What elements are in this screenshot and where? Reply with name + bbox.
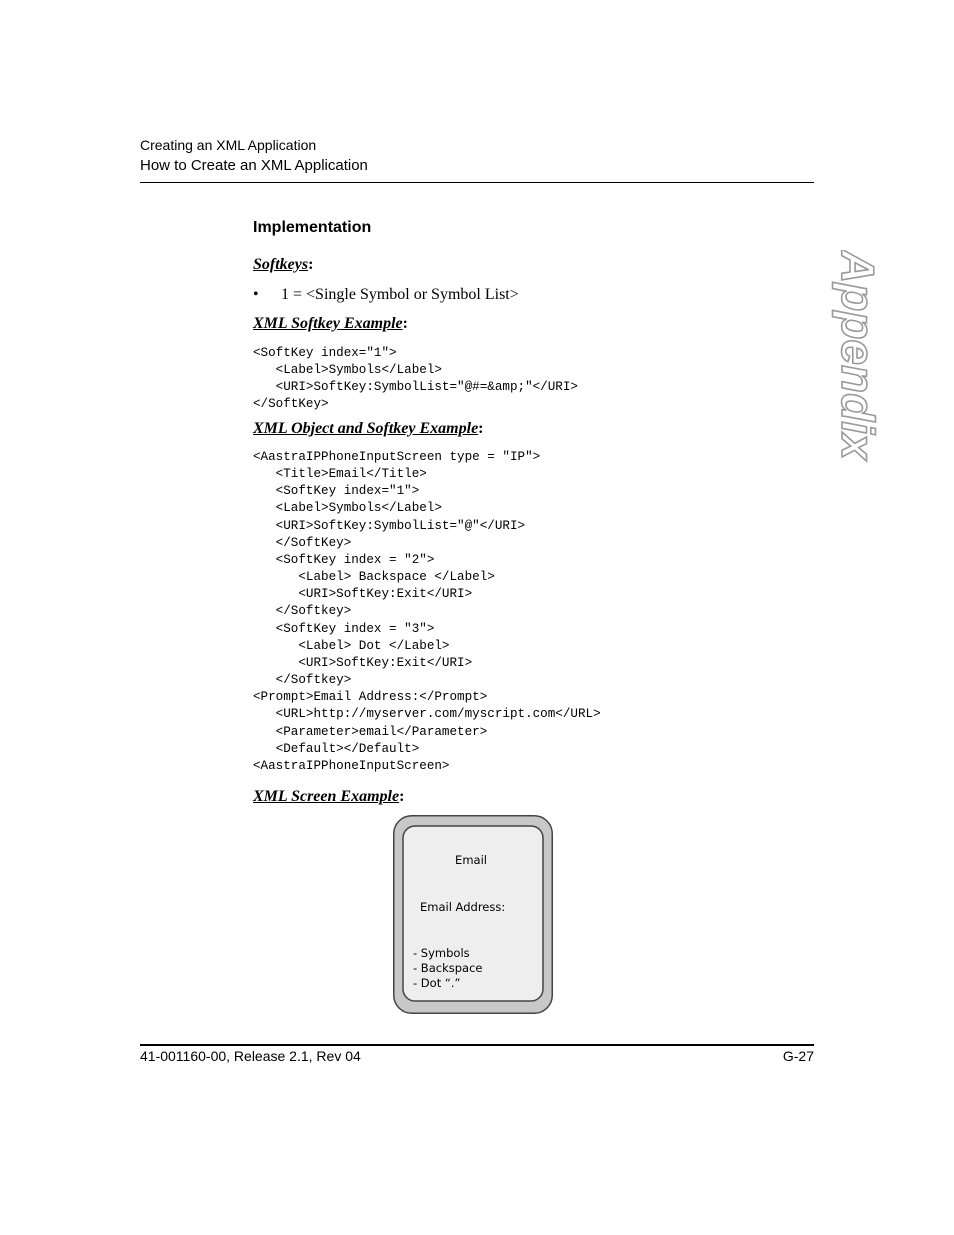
xml-object-code-block: <AastraIPPhoneInputScreen type = "IP"> <Title>Email</Title> <SoftKey index="1"> <Label>Symbols</Label> <URI>SoftKey:SymbolList="@"</URI> </SoftKey> <SoftKey index = "2"> <Label> Backspace </Label> <URI>SoftKey:Exit</URI> </Softkey> <SoftKey index = "3"> <Label> Dot </Label> <URI>SoftKey:Exit</URI> </Softkey> <Prompt>Email Address:</Prompt> <URL>http://myserver.com/myscript.com</URL> <Parameter>email</Parameter> <Default></Default> <AastraIPPhoneInputScreen> (253, 450, 601, 773)
phone-screen-illustration (393, 815, 553, 1014)
xml-softkey-code-block: <SoftKey index="1"> <Label>Symbols</Label> <URI>SoftKey:SymbolList="@#=&amp;"</URI> </SoftKey> (253, 346, 578, 412)
footer-page-number: G-27 (782, 1048, 814, 1064)
softkey-bullet-text: 1 = <Single Symbol or Symbol List> (281, 286, 519, 303)
screen-softkey-1: - Symbols (413, 946, 470, 960)
appendix-label: Appendix G (832, 250, 884, 465)
softkey-bullet-item (253, 286, 519, 304)
xml-screen-example-heading: XML Screen Example: (253, 788, 405, 805)
screen-softkey-3: - Dot “.” (413, 976, 461, 990)
section-heading: Implementation (253, 219, 372, 236)
screen-softkey-2: - Backspace (413, 961, 483, 975)
screen-title: Email (455, 853, 487, 867)
xml-object-softkey-example-title: XML Object and Softkey Example (253, 420, 479, 437)
softkeys-heading-text: Softkeys (253, 256, 309, 273)
footer-rule (140, 1044, 814, 1046)
softkeys-heading: Softkeys: (253, 256, 314, 273)
bullet-icon: • (253, 286, 259, 303)
xml-screen-example-title: XML Screen Example (253, 788, 400, 805)
xml-softkey-example-title: XML Softkey Example (253, 315, 403, 332)
xml-softkey-example-heading: XML Softkey Example: (253, 315, 408, 332)
footer-doc-id: 41-001160-00, Release 2.1, Rev 04 (140, 1048, 361, 1064)
header-rule (140, 182, 814, 183)
running-header-section: How to Create an XML Application (140, 157, 368, 174)
screen-prompt: Email Address: (420, 900, 506, 914)
appendix-side-tab (760, 250, 910, 465)
running-header-chapter: Creating an XML Application (140, 137, 317, 153)
xml-object-softkey-example-heading: XML Object and Softkey Example: (253, 420, 484, 437)
